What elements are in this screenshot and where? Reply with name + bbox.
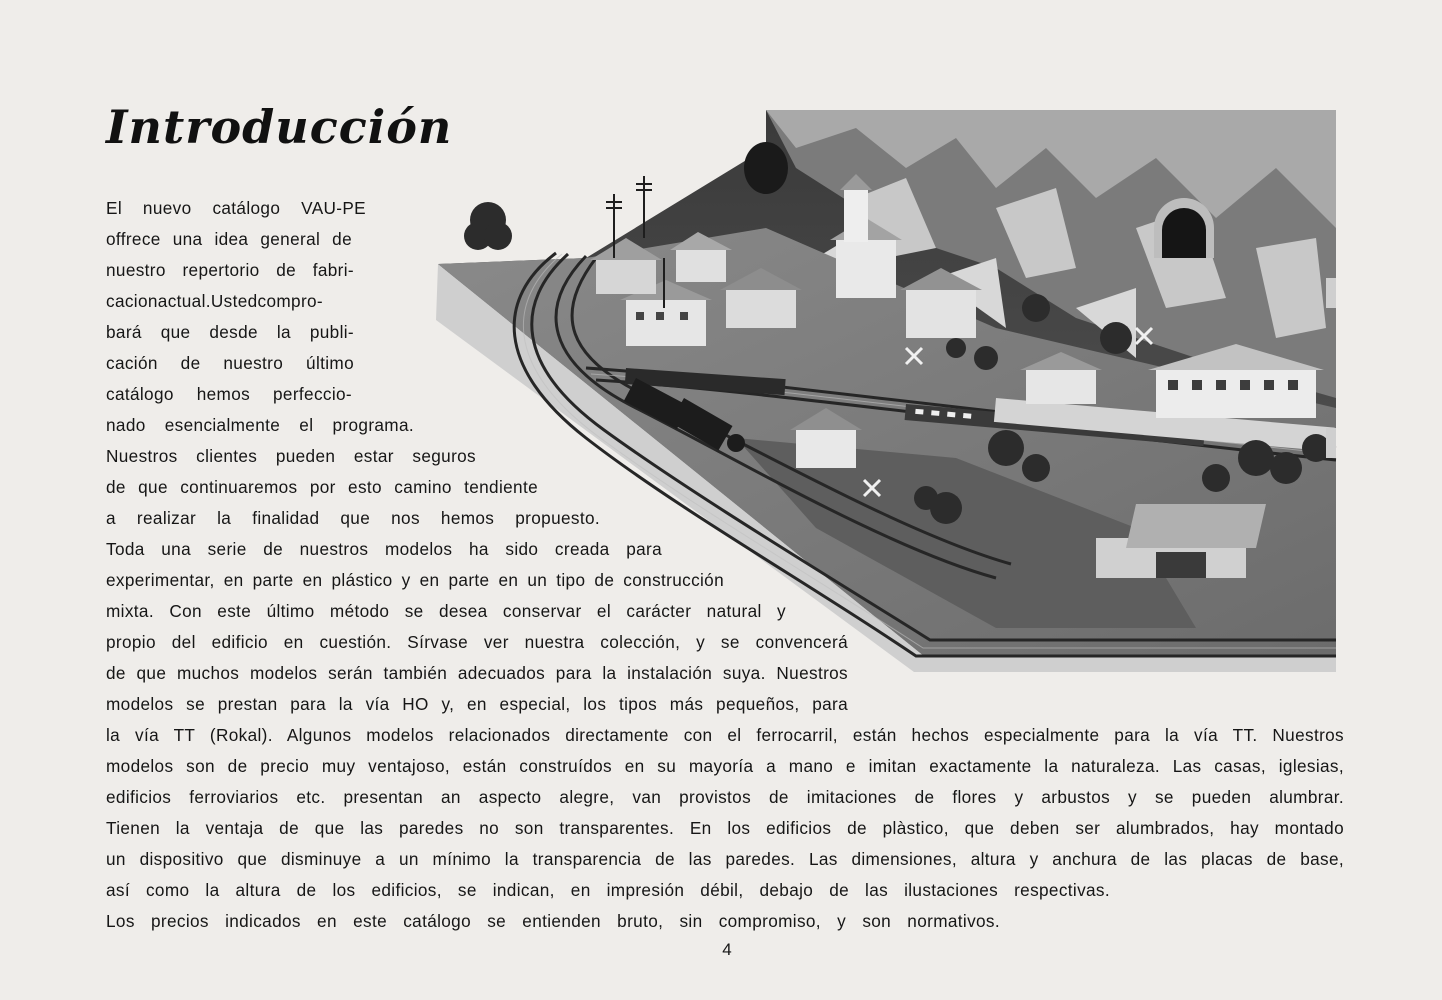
text-line: Nuestros clientes pueden estar seguros: [106, 446, 476, 466]
text-line: modelos son de precio muy ventajoso, están construídos en su mayoría a mano e imitan exactamente la naturaleza. Las casas, iglesias,: [106, 756, 1344, 776]
text-line: Tienen la ventaja de que las paredes no son transparentes. En los edificios de plàstico, que deben ser alumbrados, hay montado: [106, 818, 1344, 838]
text-line: cacionactual.Ustedcompro-: [106, 291, 324, 311]
text-line: nado esencialmente el programa.: [106, 415, 414, 435]
text-line: edificios ferroviarios etc. presentan an aspecto alegre, van provistos de imitaciones de flores y arbustos y se pueden alumbrar.: [106, 787, 1344, 807]
text-line: experimentar, en parte en plástico y en parte en un tipo de construcción: [106, 570, 724, 590]
text-line: mixta. Con este último método se desea conservar el carácter natural y: [106, 601, 786, 621]
text-line: de que muchos modelos serán también adecuados para la instalación suya. Nuestros: [106, 663, 848, 683]
text-line: Los precios indicados en este catálogo se entienden bruto, sin compromiso, y son normativos.: [106, 911, 1000, 931]
text-line: cación de nuestro último: [106, 353, 354, 373]
text-line: modelos se prestan para la vía HO y, en especial, los tipos más pequeños, para: [106, 694, 848, 714]
text-line: Toda una serie de nuestros modelos ha sido creada para: [106, 539, 662, 559]
text-line: offrece una idea general de: [106, 229, 352, 249]
text-line: la vía TT (Rokal). Algunos modelos relacionados directamente con el ferrocarril, están hechos especialmente para la vía TT. Nuestros: [106, 725, 1344, 745]
text-line: catálogo hemos perfeccio-: [106, 384, 352, 404]
text-line: un dispositivo que disminuye a un mínimo la transparencia de las paredes. Las dimensiones, altura y anchura de las placas de base,: [106, 849, 1344, 869]
text-line: a realizar la finalidad que nos hemos propuesto.: [106, 508, 600, 528]
text-line: propio del edificio en cuestión. Sírvase ver nuestra colección, y se convencerá: [106, 632, 848, 652]
page-title: Introducción: [106, 100, 453, 154]
text-line: así como la altura de los edificios, se indican, en impresión débil, debajo de las ilustaciones respectivas.: [106, 880, 1110, 900]
text-line: nuestro repertorio de fabri-: [106, 260, 354, 280]
text-line: bará que desde la publi-: [106, 322, 354, 342]
text-line: El nuevo catálogo VAU-PE: [106, 198, 366, 218]
page-number: 4: [722, 940, 732, 959]
text-line: de que continuaremos por esto camino tendiente: [106, 477, 538, 497]
